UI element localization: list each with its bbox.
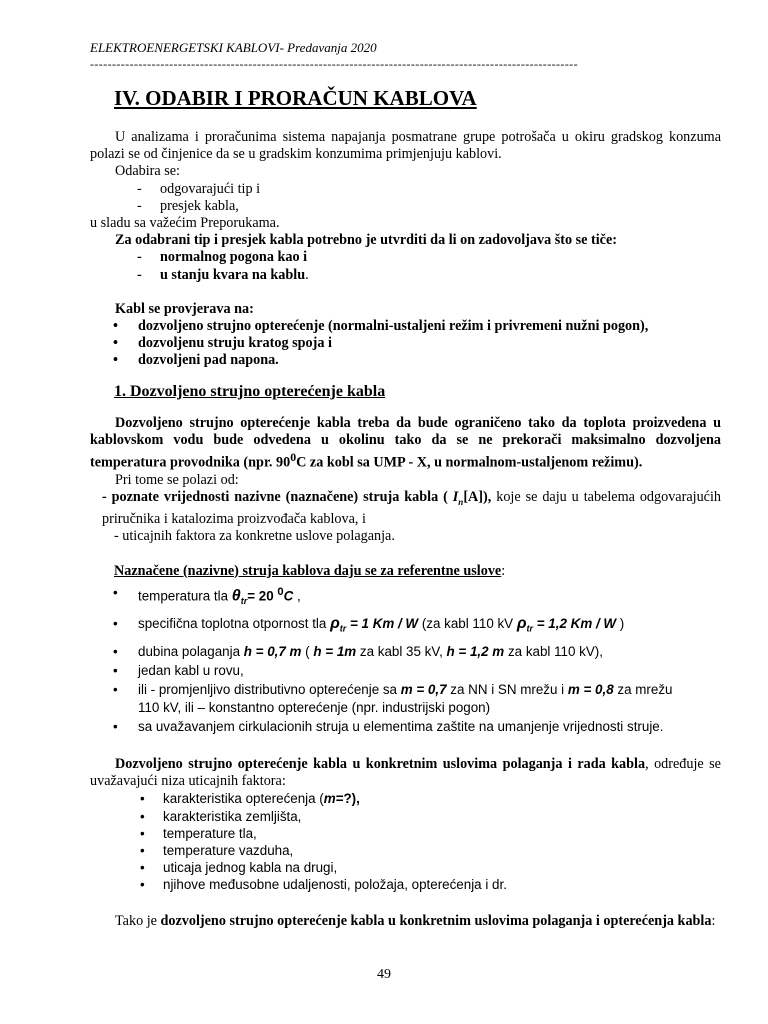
dash-list-item: - u stanju kvara na kablu. [137,266,309,283]
page-content [90,129,721,930]
reference-conditions-heading: Naznačene (nazivne) struja kablova daju se za referentne uslove: [114,562,506,579]
factor-item: • temperature vazduha, [140,843,294,859]
bullet-item-single-cable: • jedan kabl u rovu, [113,663,244,679]
premise-rated-current: - poznate vrijednosti nazivne (naznačene) struja kabla ( $I_n[A]$), koje se daju u tabelema odgovarajućih priručnika i katalozima proizvođača kablova, i [102,489,721,528]
recommendations-line: u sladu sa važećim Preporukama. [90,215,280,232]
conclusion-paragraph: Tako je dozvoljeno strujno opterećenje kabla u konkretnim uslovima polaganja i opterećenja kabla: [115,912,716,929]
dash-list-item: - normalnog pogona kao i [137,249,308,266]
factor-item: • karakteristika opterećenja (m=?), [140,791,360,807]
premise-factors: - uticajnih faktora za konkretne uslove polaganja. [114,528,395,545]
chapter-title: IV. ODABIR I PRORAČUN KABLOVA [114,86,477,110]
bullet-item: • dozvoljenu struju kratog spoja i [113,335,332,352]
factor-item: • temperature tla, [140,825,257,841]
bullet-item-load: • ili - promjenljivo distributivno opterećenje sa m = 0,7 za NN i SN mrežu i m = 0,8 za mrežu 110 kV, ili – konstantno opterećenje (npr. industrijski pogon) [113,682,673,715]
selection-label: Odabira se: [115,163,181,180]
factor-item: • njihove međusobne udaljenosti, položaja, opterećenja i dr. [140,877,507,893]
bullet-item-temperature: • temperatura tla $\theta_{tr}= 20$ $^0$C , [113,584,301,606]
bullet-item: • dozvoljeni pad napona. [113,352,279,369]
bullet-item-depth: • dubina polaganja h = 0,7 m ( h = 1m za kabl 35 kV, h = 1,2 m za kabl 110 kV), [113,644,603,660]
running-header: ELEKTROENERGETSKI KABLOVI- Predavanja 2020 [90,40,377,55]
premise-label: Pri tome se polazi od: [115,471,239,488]
factor-item: • karakteristika zemljišta, [140,808,302,824]
requirement-heading: Za odabrani tip i presjek kabla potrebno je utvrditi da li on zadovoljava što se tiče: [115,232,617,249]
dash-list-item: - odgovarajući tip i [137,180,261,197]
bullet-item: • dozvoljeno strujno opterećenje (normalni-ustaljeni režim i privremeni nužni pogon), [113,318,649,335]
dash-list-item: - presjek kabla, [137,197,239,214]
intro-paragraph: U analizama i proračunima sistema napajanja posmatrane grupe potrošača u okiru gradskog konzuma polazi se od činjenice da se u gradskim konzumima primjenjuju kablovi. [90,129,721,163]
page-number: 49 [377,967,391,982]
checks-heading: Kabl se provjerava na: [115,300,254,317]
bullet-item-resistivity: • specifična toplotna otpornost tla $\rho_{tr} = 1$ Km / W (za kabl 110 kV $\rho_{tr} = 1,2$ Km / W ) [113,615,625,634]
bullet-item-circulating: • sa uvažavanjem cirkulacionih struja u elementima zaštite na umanjenje vrijednosti struje. [113,718,664,734]
permitted-load-paragraph: Dozvoljeno strujno opterećenje kabla u konkretnim uslovima polaganja i rada kabla, određuje se uvažavajući niza uticajnih faktora: [90,756,721,790]
section-title: 1. Dozvoljeno strujno opterećenje kabla [114,382,386,400]
factor-item: • uticaja jednog kabla na drugi, [140,860,338,876]
section-paragraph: Dozvoljeno strujno opterećenje kabla treba da bude ograničeno tako da toplota proizvedena u kablovskom vodu bude odvedena u okolinu tako da se ne prekorači maksimalno dozvoljena temperatura provodnika (npr. $90^0C$ za kobl sa UMP - X, u normalnom-ustaljenom režimu). [90,414,721,471]
header-rule: --------------------------------------------------------------------------------------------------------------- [90,57,578,71]
